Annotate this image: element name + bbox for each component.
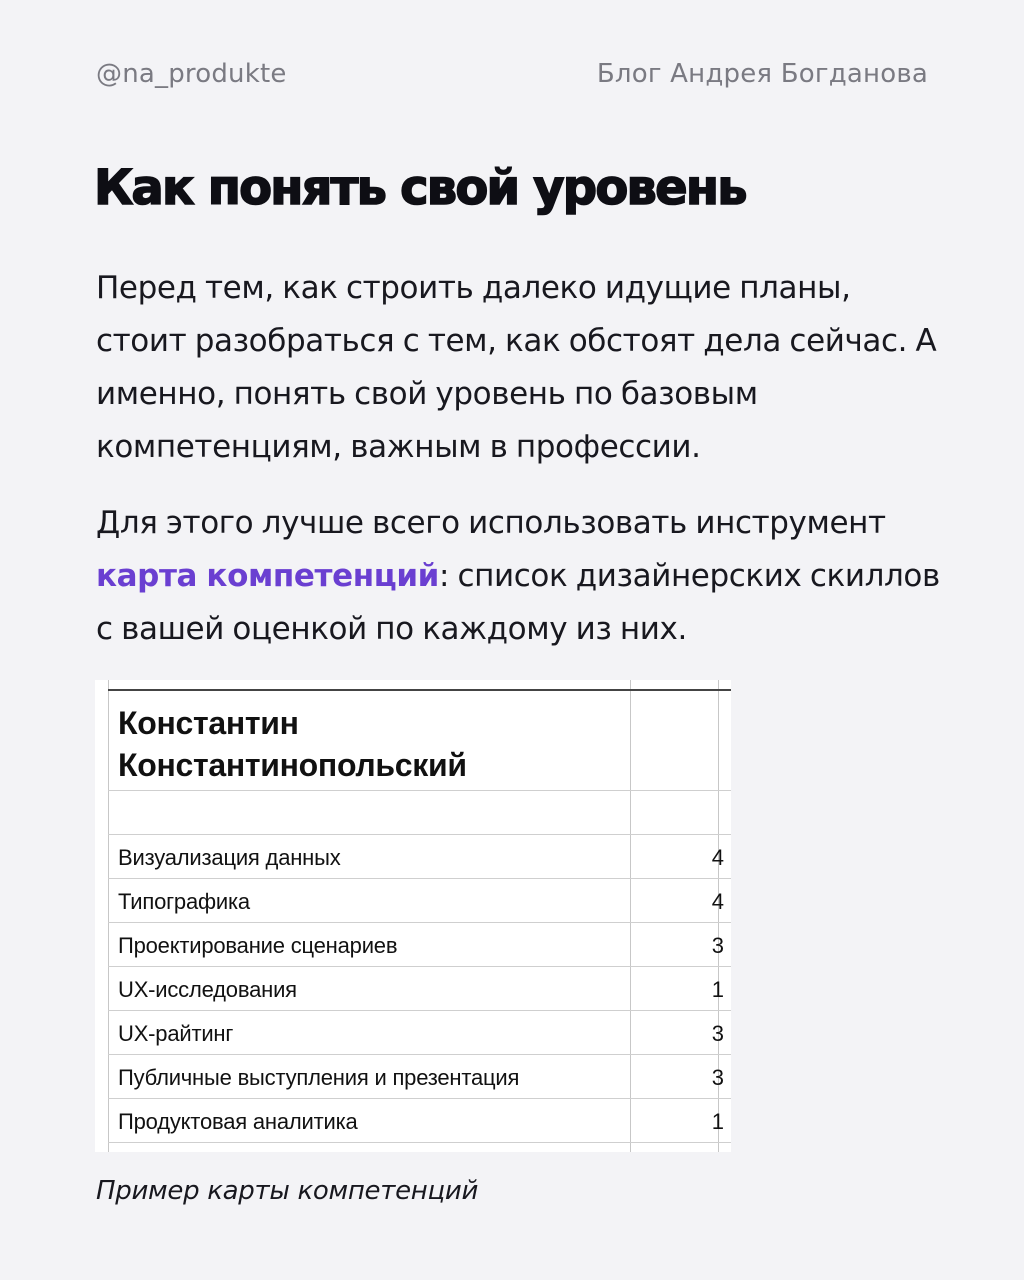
skill-name: Типографика	[118, 889, 250, 914]
skill-name: Проектирование сценариев	[118, 933, 398, 958]
tool-paragraph-end: : список дизайнерских скиллов с вашей оценкой по каждому из них.	[96, 558, 940, 647]
skill-score: 4	[711, 889, 724, 914]
table-row	[108, 923, 731, 967]
header	[96, 56, 928, 92]
tool-paragraph-start: Для этого лучше всего использовать инструмент	[96, 505, 886, 541]
skill-score: 1	[711, 977, 724, 1002]
skill-name: Визуализация данных	[118, 845, 341, 870]
table-caption: Пример карты компетенций	[96, 1176, 479, 1206]
skill-score: 4	[711, 845, 724, 870]
table-row	[108, 1011, 731, 1055]
person-last-name: Константинопольский	[118, 747, 467, 783]
skill-name: Публичные выступления и презентация	[118, 1065, 520, 1090]
competency-map-link[interactable]: карта компетенций	[96, 558, 439, 594]
competency-map-table	[95, 680, 731, 1152]
person-name	[118, 702, 467, 786]
person-first-name: Константин	[118, 705, 299, 741]
page-title: Как понять свой уровень	[94, 160, 746, 216]
skill-score: 1	[711, 1109, 724, 1134]
table-row	[108, 879, 731, 923]
skill-score: 3	[711, 1065, 724, 1090]
tool-paragraph	[96, 497, 946, 656]
skill-name: Продуктовая аналитика	[118, 1109, 358, 1134]
table-top-border	[108, 689, 731, 691]
skill-score: 3	[711, 933, 724, 958]
skill-name: UX-исследования	[118, 977, 297, 1002]
table-row	[108, 1055, 731, 1099]
blog-name: Блог Андрея Богданова	[596, 59, 928, 89]
table-row	[108, 967, 731, 1011]
table-row	[108, 1099, 731, 1143]
skill-score: 3	[711, 1021, 724, 1046]
table-grid-line	[108, 790, 731, 791]
intro-paragraph: Перед тем, как строить далеко идущие планы, стоит разобраться с тем, как обстоят дела сейчас. А именно, понять свой уровень по базовым компетенциям, важным в профессии.	[96, 270, 937, 465]
handle[interactable]: @na_produkte	[96, 59, 287, 89]
table-row	[108, 835, 731, 879]
skill-name: UX-райтинг	[118, 1021, 234, 1046]
